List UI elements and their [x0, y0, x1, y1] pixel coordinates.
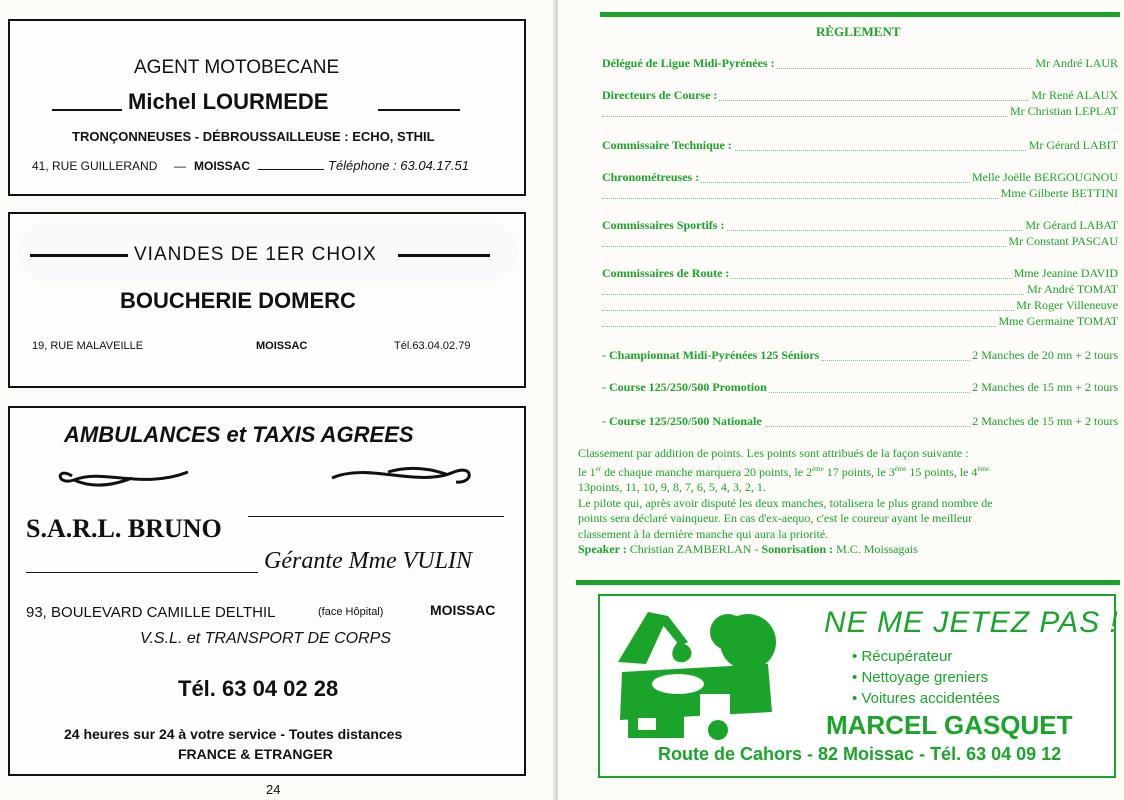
rule-mid: [258, 169, 324, 170]
ad-motobecane-city: MOISSAC: [194, 159, 251, 173]
rule-manager: [26, 572, 258, 573]
ad-boucherie-phone: Tél.63.04.02.79: [394, 340, 471, 352]
page-number: 24: [266, 782, 281, 797]
ad-boucherie-city: MOISSAC: [256, 340, 308, 352]
race-row: - Course 125/250/500 Nationale 2 Manches de 15 mn + 2 tours: [602, 414, 1118, 428]
speaker-line: Speaker : Christian ZAMBERLAN - Sonorisation : M.C. Moissagais: [578, 542, 918, 556]
race-row: - Course 125/250/500 Promotion 2 Manches de 15 mn + 2 tours: [602, 380, 1118, 394]
ad-gasquet-services: • Récupérateur • Nettoyage greniers • Voitures accidentées: [852, 648, 1000, 707]
rule-left: [30, 254, 128, 257]
ad-motobecane-phone: Téléphone : 63.04.17.51: [328, 158, 469, 173]
official-row: Mme Germaine TOMAT: [602, 314, 1118, 332]
rule-company: [248, 516, 504, 517]
ad-ambulances-services: V.S.L. et TRANSPORT DE CORPS: [140, 630, 392, 647]
ad-gasquet-footer: Route de Cahors - 82 Moissac - Tél. 63 04 09 12: [658, 744, 1062, 764]
official-row: Commissaires Sportifs : Mr Gérard LABAT: [602, 218, 1118, 232]
flourish-left-icon: [52, 458, 192, 492]
ad-ambulances-company: S.A.R.L. BRUNO: [26, 514, 222, 543]
bullet-icon: •: [852, 648, 858, 665]
ad-motobecane-title: AGENT MOTOBECANE: [134, 57, 340, 78]
official-row: Délégué de Ligue Midi-Pyrénées : Mr André LAUR: [602, 56, 1118, 70]
reglement-title: RÈGLEMENT: [816, 24, 901, 39]
official-row: Mr Roger Villeneuve: [602, 298, 1118, 316]
official-row: Mme Gilberte BETTINI: [602, 186, 1118, 204]
race-row: - Championnat Midi-Pyrénées 125 Séniors 2 Manches de 20 mn + 2 tours: [602, 348, 1118, 362]
ad-gasquet: [598, 594, 1119, 778]
ad-boucherie: [8, 212, 526, 388]
rule-right: [378, 109, 460, 111]
ad-ambulances-scope: FRANCE & ETRANGER: [178, 746, 333, 762]
official-row: Mr André TOMAT: [602, 282, 1118, 300]
crane-truck-illustration-icon: [608, 602, 778, 742]
official-row: Mr Constant PASCAU: [602, 234, 1118, 252]
official-row: Commissaire Technique : Mr Gérard LABIT: [602, 138, 1118, 152]
right-page: [558, 0, 1124, 800]
ad-ambulances-address: 93, BOULEVARD CAMILLE DELTHIL: [26, 604, 276, 621]
ad-gasquet-slogan: NE ME JETEZ PAS !: [824, 606, 1119, 639]
official-row: Commissaires de Route : Mme Jeanine DAVID: [602, 266, 1118, 280]
mid-green-rule: [576, 580, 1120, 585]
ad-boucherie-name: BOUCHERIE DOMERC: [120, 288, 356, 313]
ad-ambulances-address-note: (face Hôpital): [318, 606, 384, 618]
left-page: [0, 0, 556, 800]
ad-ambulances: [8, 406, 526, 776]
bullet-icon: •: [852, 669, 858, 686]
ad-ambulances-manager: Gérante Mme VULIN: [264, 548, 472, 574]
flourish-right-icon: [328, 458, 478, 492]
ad-gasquet-name: MARCEL GASQUET: [826, 710, 1073, 740]
ad-ambulances-city: MOISSAC: [430, 602, 496, 618]
bullet-icon: •: [852, 690, 858, 707]
ad-ambulances-title: AMBULANCES et TAXIS AGREES: [64, 422, 414, 447]
official-row: Chronométreuses : Melle Joëlle BERGOUGNOU: [602, 170, 1118, 184]
ad-motobecane-products: TRONÇONNEUSES - DÉBROUSSAILLEUSE : ECHO, STHIL: [72, 129, 435, 144]
ad-boucherie-title: VIANDES DE 1ER CHOIX: [134, 244, 377, 265]
ad-boucherie-address: 19, RUE MALAVEILLE: [32, 340, 144, 352]
ad-motobecane-name: Michel LOURMEDE: [128, 89, 329, 114]
ad-motobecane-address: 41, RUE GUILLERAND: [32, 159, 158, 173]
official-row: Directeurs de Course : Mr René ALAUX: [602, 88, 1118, 102]
top-green-rule: [600, 12, 1120, 17]
ad-motobecane-dash: —: [174, 159, 186, 173]
scoring-text: Classement par addition de points. Les points sont attribués de la façon suivante : le 1er de chaque manche marquera 20 points, le 2ème 17 points, le 3ème 15 points, le 4ème 13points, 11, 10, 9, 8, 7, 6, 5, 4, 3, 2, 1. Le pilote qui, après avoir disputé les deux manches, totalisera le plus grand nombre de points sera déclaré vainqueur. En cas d'ex-aequo, c'est le coureur ayant le meilleur classement à la dernière manche qui aura la priorité. Speaker : Christian ZAMBERLAN - Sonorisation : M.C. Moissagais: [578, 446, 1118, 558]
official-row: Mr Christian LEPLAT: [602, 104, 1118, 122]
rule-left: [52, 109, 122, 111]
ad-ambulances-hours: 24 heures sur 24 à votre service - Toutes distances: [64, 726, 403, 742]
ad-motobecane: [8, 19, 526, 196]
rule-right: [398, 254, 490, 257]
ad-ambulances-phone: Tél. 63 04 02 28: [178, 676, 339, 701]
